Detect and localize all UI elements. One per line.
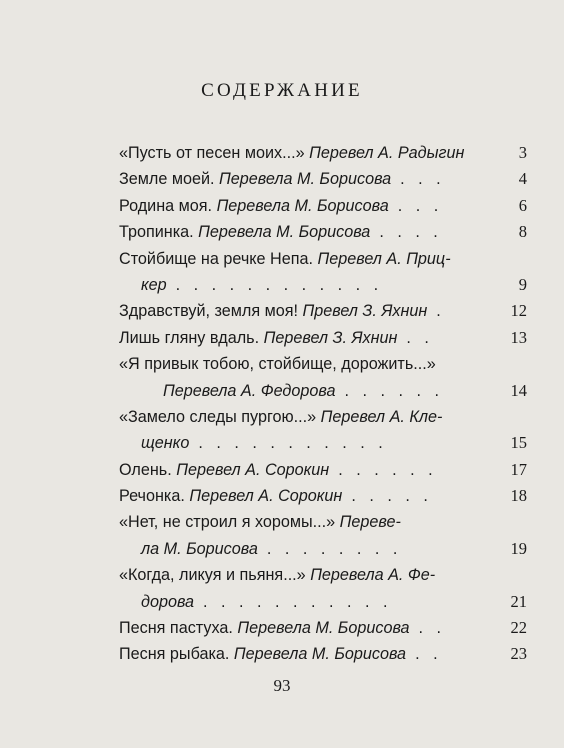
toc-page-number: 21 xyxy=(510,591,527,611)
toc-leader-dots: . . . . xyxy=(370,223,443,242)
toc-line xyxy=(119,219,529,245)
toc-title: Родина моя. xyxy=(119,196,217,215)
toc-title: Стойбище на речке Непа. xyxy=(119,249,318,268)
toc-entry xyxy=(119,351,436,377)
toc-entry xyxy=(163,378,443,404)
toc-leader-dots: . . . xyxy=(388,196,443,215)
toc-title: Песня рыбака. xyxy=(119,645,234,664)
toc-title: «Замело следы пургою...» xyxy=(119,407,321,426)
toc-translator: Перевел А. Радыгин xyxy=(309,144,465,162)
toc-entry xyxy=(119,483,432,509)
toc-line xyxy=(119,325,529,351)
toc-title: «Пусть от песен моих...» xyxy=(119,144,310,162)
toc-entry xyxy=(141,272,383,298)
toc-line xyxy=(119,430,529,456)
toc-translator: Перевел З. Яхнин xyxy=(263,328,398,347)
toc-line xyxy=(119,562,529,588)
toc-line xyxy=(119,404,529,430)
toc-line xyxy=(119,166,529,192)
toc-entry xyxy=(119,193,443,219)
toc-line xyxy=(119,298,529,324)
toc-translator: Перевела А. Фе- xyxy=(310,566,436,585)
toc-page-number: 9 xyxy=(518,274,527,294)
toc-translator: Перевела А. Федорова xyxy=(163,381,336,400)
toc-translator: Перевел А. Приц- xyxy=(317,249,451,268)
toc-leader-dots: . . . xyxy=(391,170,446,189)
toc-page-number: 19 xyxy=(510,538,527,558)
toc-page-number: 18 xyxy=(510,486,527,506)
toc-page-number: 3 xyxy=(518,143,527,162)
toc-leader-dots: . xyxy=(427,302,446,321)
page-title: СОДЕРЖАНИЕ xyxy=(201,80,363,101)
toc-translator: Переве- xyxy=(339,513,401,532)
toc-translator: Перевела М. Борисова xyxy=(219,170,392,189)
toc-translator: Перевела М. Борисова xyxy=(198,223,371,242)
toc-page-number: 17 xyxy=(510,459,527,479)
toc-entry xyxy=(119,509,401,535)
toc-title: «Я привык тобою, стойбище, дорожить...» xyxy=(119,355,436,374)
toc-line xyxy=(119,351,529,377)
toc-page-number: 14 xyxy=(510,380,527,400)
toc-translator: Перевела М. Борисова xyxy=(233,645,407,664)
toc-entry xyxy=(141,430,387,456)
toc-page-number: 8 xyxy=(518,222,527,242)
toc-entry xyxy=(119,166,445,192)
toc-translator: Перевел А. Сорокин xyxy=(189,487,343,506)
toc-page-number: 6 xyxy=(518,195,527,215)
toc-line xyxy=(119,483,529,509)
toc-leader-dots: . . . . . . . . . . . . xyxy=(166,275,383,294)
toc-line xyxy=(119,193,529,219)
toc-title: Земле моей. xyxy=(119,170,220,189)
toc-entry xyxy=(141,536,402,562)
toc-leader-dots: . . xyxy=(409,619,446,638)
toc-line xyxy=(119,140,529,166)
toc-line xyxy=(119,641,529,667)
toc-translator: Перевел А. Кле- xyxy=(320,407,443,426)
toc-entry xyxy=(119,246,451,272)
toc-translator: кер xyxy=(141,275,167,294)
toc-line xyxy=(119,536,529,562)
toc-title: Олень. xyxy=(119,460,177,479)
toc-entry xyxy=(119,325,433,351)
toc-title: Лишь гляну вдаль. xyxy=(119,328,264,347)
toc-leader-dots: . . . . . . xyxy=(335,381,444,400)
toc-line xyxy=(119,457,529,483)
toc-title: Здравствуй, земля моя! xyxy=(119,302,303,321)
toc-line xyxy=(119,589,529,615)
toc-line xyxy=(119,615,529,641)
toc-leader-dots: . . xyxy=(397,328,434,347)
toc-page-number: 12 xyxy=(510,301,527,321)
toc-entry xyxy=(119,615,446,641)
toc-page-number: 13 xyxy=(510,327,527,347)
toc-entry xyxy=(119,298,445,324)
toc-leader-dots: . . . . . . . . . . . xyxy=(194,592,393,611)
toc-translator: Перевела М. Борисова xyxy=(216,196,389,215)
toc-translator: щенко xyxy=(141,434,190,453)
toc-entry xyxy=(141,589,392,615)
toc-entry xyxy=(119,404,442,430)
toc-page-number: 22 xyxy=(510,618,527,638)
toc-title: «Когда, ликуя и пьяня...» xyxy=(119,566,311,585)
toc-line xyxy=(119,272,529,298)
toc-entry xyxy=(119,641,442,667)
toc-title: Песня пастуха. xyxy=(119,619,238,638)
toc-entry xyxy=(119,562,435,588)
toc-title: «Нет, не строил я хоромы...» xyxy=(119,513,340,532)
toc-line xyxy=(119,378,529,404)
toc-leader-dots: . . xyxy=(406,645,443,664)
toc-leader-dots: . . . . . . xyxy=(329,460,438,479)
page-number: 93 xyxy=(273,676,291,695)
toc-translator: ла М. Борисова xyxy=(141,539,258,558)
toc-translator: Превел З. Яхнин xyxy=(302,302,428,321)
toc-entry xyxy=(119,140,464,166)
toc-page-number: 4 xyxy=(518,169,527,189)
toc-entry xyxy=(119,219,442,245)
toc-page-number: 23 xyxy=(510,644,527,664)
toc-entry xyxy=(119,457,437,483)
toc-leader-dots: . . . . . xyxy=(342,487,433,506)
table-of-contents xyxy=(119,140,529,668)
toc-page-number: 15 xyxy=(510,433,527,453)
toc-line xyxy=(119,246,529,272)
toc-translator: Перевел А. Сорокин xyxy=(176,460,330,479)
toc-title: Тропинка. xyxy=(119,223,199,242)
toc-title: Речонка. xyxy=(119,487,190,506)
toc-line xyxy=(119,509,529,535)
toc-leader-dots: . . . . . . . . . . . xyxy=(189,434,388,453)
toc-leader-dots: . . . . . . . . xyxy=(257,539,402,558)
toc-translator: Перевела М. Борисова xyxy=(237,619,410,638)
toc-translator: дорова xyxy=(141,592,195,611)
